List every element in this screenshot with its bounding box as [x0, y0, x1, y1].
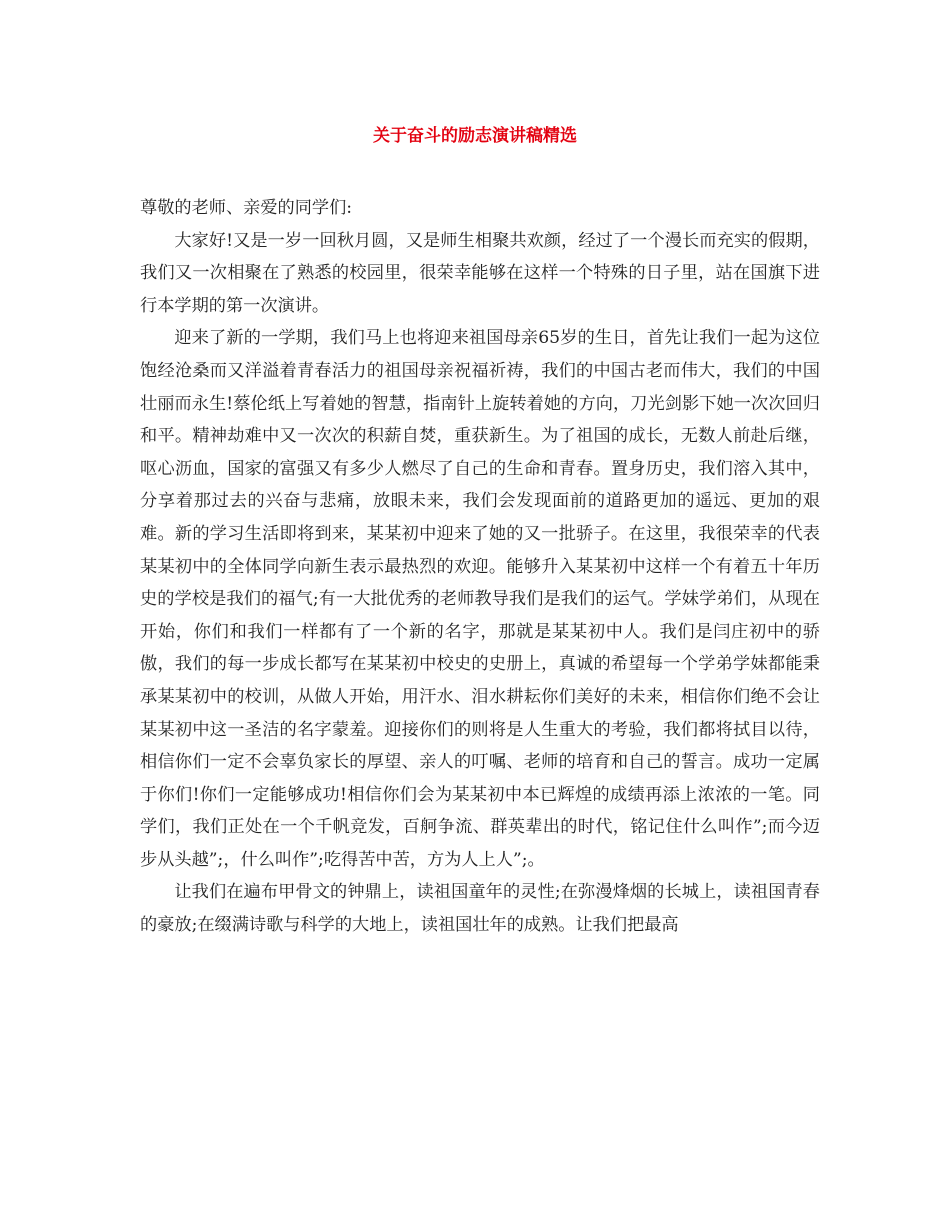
document-body — [140, 192, 820, 942]
salutation: 尊敬的老师、亲爱的同学们: — [140, 198, 353, 218]
paragraph-closing: 让我们在遍布甲骨文的钟鼎上，读祖国童年的灵性;在弥漫烽烟的长城上，读祖国青春的豪放;在缀满诗歌与科学的大地上，读祖国壮年的成熟。让我们把最高 — [140, 882, 820, 936]
document-title: 关于奋斗的励志演讲稿精选 — [373, 126, 577, 146]
paragraph-main: 迎来了新的一学期，我们马上也将迎来祖国母亲65岁的生日，首先让我们一起为这位饱经沧桑而又洋溢着青春活力的祖国母亲祝福祈祷，我们的中国古老而伟大，我们的中国壮丽而永生!蔡伦纸上写着她的智慧，指南针上旋转着她的方向，刀光剑影下她一次次回归和平。精神劫难中又一次次的积薪自焚，重获新生。为了祖国的成长，无数人前赴后继，呕心沥血，国家的富强又有多少人燃尽了自己的生命和青春。置身历史，我们溶入其中，分享着那过去的兴奋与悲痛，放眼未来，我们会发现面前的道路更加的遥远、更加的艰难。新的学习生活即将到来，某某初中迎来了她的又一批骄子。在这里，我很荣幸的代表某某初中的全体同学向新生表示最热烈的欢迎。能够升入某某初中这样一个有着五十年历史的学校是我们的福气;有一大批优秀的老师教导我们是我们的运气。学妹学弟们，从现在开始，你们和我们一样都有了一个新的名字，那就是某某初中人。我们是闫庄初中的骄傲，我们的每一步成长都写在某某初中校史的史册上，真诚的希望每一个学弟学妹都能秉承某某初中的校训，从做人开始，用汗水、泪水耕耘你们美好的未来，相信你们绝不会让某某初中这一圣洁的名字蒙羞。迎接你们的则将是人生重大的考验，我们都将拭目以待，相信你们一定不会辜负家长的厚望、亲人的叮嘱、老师的培育和自己的誓言。成功一定属于你们!你们一定能够成功!相信你们会为某某初中本已辉煌的成绩再添上浓浓的一笔。同学们，我们正处在一个千帆竞发，百舸争流、群英辈出的时代，铭记住什么叫作”;而今迈步从头越”;，什么叫作”;吃得苦中苦，方为人上人”;。 — [140, 328, 820, 870]
paragraph-greeting: 大家好!又是一岁一回秋月圆，又是师生相聚共欢颜，经过了一个漫长而充实的假期，我们又一次相聚在了熟悉的校园里，很荣幸能够在这样一个特殊的日子里，站在国旗下进行本学期的第一次演讲。 — [140, 230, 820, 316]
